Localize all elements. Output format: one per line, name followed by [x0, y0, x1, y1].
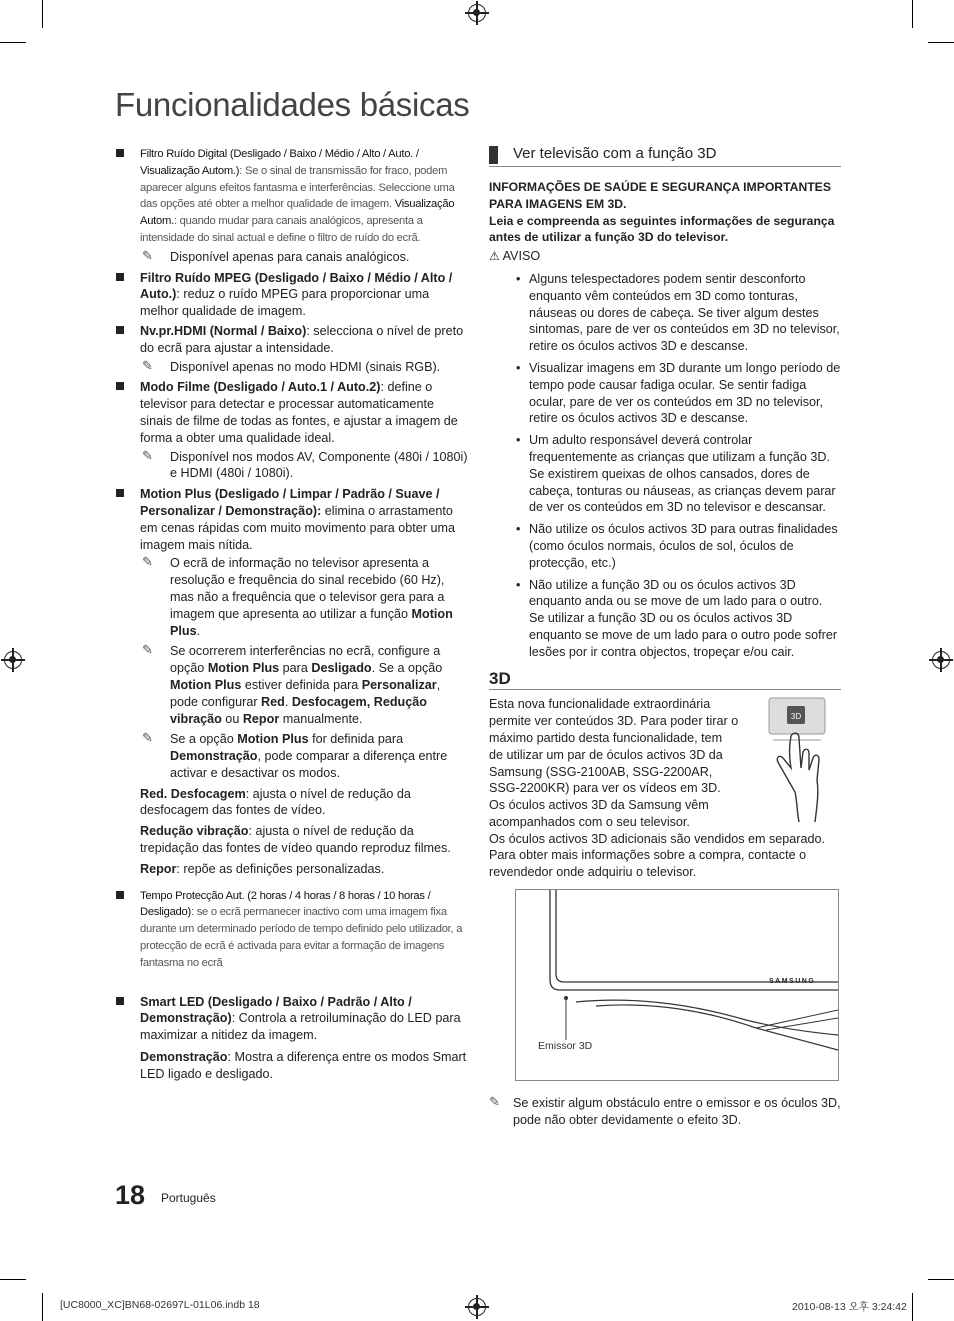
sub-option	[116, 786, 468, 820]
list-item-smart-led	[116, 994, 468, 1044]
note-bold: Motion Plus	[170, 606, 453, 638]
intro-block	[489, 696, 841, 830]
sub-option	[116, 823, 468, 857]
page-number: 18	[115, 1180, 146, 1210]
crop-mark	[928, 1279, 954, 1280]
bullet-icon: •	[516, 271, 521, 286]
sub-option-label: Red. Desfocagem	[140, 786, 246, 801]
list-item	[489, 577, 841, 661]
list-item-filtro-ruido-digital	[116, 146, 468, 247]
note-text: O ecrã de informação no televisor apresenta a resolução e frequência do sinal recebido (60 Hz), mas não a frequência que o televisor gera para a imagem que apresenta ao utilizar a função	[170, 556, 445, 621]
bullet-text: Visualizar imagens em 3D durante um longo período de tempo pode causar fadiga ocular. Se sentir fadiga ocular, pare de ver os conteúdos em 3D no televisor, retire os óculos activos 3D e descanse.	[529, 360, 841, 426]
square-bullet-icon	[116, 273, 124, 281]
option-desc: : define o televisor para detectar e processar automaticamente sinais de filme de todas as fontes, e ajustar a imagem de forma a obter uma qualidade ideal.	[140, 380, 458, 445]
page-language: Português	[161, 1191, 216, 1205]
sub-option-label: Demonstração	[140, 1050, 228, 1065]
sub-option-desc: : ajusta o nível de redução da trepidação das fontes de vídeo quando reproduz filmes.	[140, 824, 451, 856]
bullet-text: Não utilize a função 3D ou os óculos activos 3D enquanto anda ou se move de um lado para o outro. Se utilizar a função 3D ou os óculos activos 3D enquanto se move de um lado para o outro pode sofrer lesões por ir contra objectos, tropeçar e/ou cair.	[529, 577, 838, 659]
registration-mark-icon	[932, 651, 950, 669]
option-label: Nv.pr.HDMI (Normal / Baixo)	[140, 323, 307, 338]
list-item	[489, 432, 841, 516]
heading-3d: 3D	[489, 671, 841, 691]
note-text: manualmente.	[279, 711, 363, 726]
note-text: Se ocorrerem interferências no ecrã, configure a opção	[170, 644, 441, 676]
list-item-filtro-ruido-mpeg	[116, 270, 468, 320]
list-item-tempo-proteccao	[116, 888, 468, 972]
list-item	[489, 271, 841, 355]
page-title: Funcionalidades básicas	[115, 86, 470, 123]
aviso	[489, 248, 841, 265]
sub-option	[116, 1049, 468, 1083]
note-bold: Desligado	[311, 661, 372, 676]
section-title	[489, 144, 841, 167]
note-text: Disponível nos modos AV, Componente (480i / 1080i) e HDMI (480i / 1080i).	[170, 449, 468, 481]
right-column	[489, 144, 841, 1129]
crop-mark	[928, 42, 954, 43]
left-column	[116, 146, 468, 1087]
sub-option-desc: : Mostra a diferença entre os modos Smart LED ligado e desligado.	[140, 1050, 467, 1081]
pencil-note-icon: ✎	[142, 357, 153, 373]
svg-text:3D: 3D	[790, 712, 802, 722]
warning-triangle-icon: ⚠	[489, 249, 500, 264]
registration-mark-icon	[4, 651, 22, 669]
list-item-modo-filme	[116, 379, 468, 446]
note-bold: Repor	[242, 711, 280, 726]
note-text: ou	[221, 711, 243, 726]
note-text: .	[284, 694, 292, 709]
health-heading: INFORMAÇÕES DE SAÚDE E SEGURANÇA IMPORTANTES PARA IMAGENS EM 3D.	[489, 180, 831, 211]
read-line: Leia e compreenda as seguintes informações de segurança antes de utilizar a função 3D do televisor.	[489, 213, 835, 245]
square-bullet-icon	[116, 382, 124, 390]
crop-mark	[0, 1279, 26, 1280]
square-bullet-icon	[116, 149, 124, 157]
pencil-note-icon: ✎	[142, 642, 153, 658]
note-text: Disponível apenas no modo HDMI (sinais RGB).	[170, 359, 441, 374]
note	[140, 731, 468, 781]
note-text: for definida para	[308, 732, 404, 747]
bullet-icon: •	[516, 360, 521, 375]
pencil-note-icon: ✎	[489, 1094, 500, 1110]
note	[140, 249, 468, 266]
crop-mark	[0, 42, 26, 43]
brand-logo: SAMSUNG	[769, 978, 816, 986]
note-bold: Red	[261, 694, 285, 709]
crop-mark	[912, 0, 913, 28]
emitter-label: Emissor 3D	[538, 1040, 593, 1053]
registration-mark-icon	[468, 1298, 486, 1316]
sub-option-desc: : ajusta o nível de redução da desfocagem das fontes de vídeo.	[140, 786, 411, 818]
print-slug-left: [UC8000_XC]BN68-02697L-01L06.indb 18	[60, 1299, 260, 1311]
sub-option-desc: : repõe as definições personalizadas.	[176, 861, 385, 876]
option-desc: : reduz o ruído MPEG para proporcionar uma melhor qualidade de imagem.	[140, 287, 430, 319]
option-desc: : quando mudar para canais analógicos, apresenta a intensidade do sinal actual e define o filtro de ruído do ecrã.	[140, 215, 423, 244]
option-desc: : se o ecrã permanecer inactivo com uma imagem fixa durante um determinado período de tempo definido pelo utilizador, a protecção de ecrã é activada para evitar a formação de imagens fantasma no ecrã	[140, 906, 463, 969]
list-item	[489, 521, 841, 571]
note	[140, 449, 468, 483]
pencil-note-icon: ✎	[142, 554, 153, 570]
tv-illustration	[515, 889, 839, 1081]
note-text: , pode configurar	[170, 677, 441, 709]
crop-mark	[912, 1293, 913, 1321]
bullet-icon: •	[516, 433, 521, 448]
sold-separately: Os óculos activos 3D adicionais são vendidos em separado. Para obter mais informações sobre a compra, contacte o revendedor onde adquiriu o televisor.	[489, 831, 826, 880]
option-label: Motion Plus (Desligado / Limpar / Padrão / Suave / Personalizar / Demonstração):	[140, 487, 440, 518]
sub-option-label: Repor	[140, 861, 177, 876]
note-text: Disponível apenas para canais analógicos.	[170, 249, 410, 264]
option-label: Smart LED (Desligado / Baixo / Padrão / Alto / Demonstração)	[140, 994, 412, 1026]
note	[489, 1095, 841, 1129]
sub-option-label: Redução vibração	[140, 824, 249, 839]
square-bullet-icon	[116, 997, 124, 1005]
option-desc: : selecciona o nível de preto do ecrã para ajustar a intensidade.	[140, 323, 464, 355]
note-bold: Desfocagem, Redução vibração	[170, 694, 427, 726]
note-text: Se existir algum obstáculo entre o emissor e os óculos 3D, pode não obter devidamente o efeito 3D.	[513, 1096, 841, 1127]
list-item-motion-plus	[116, 486, 468, 553]
note-bold: Motion Plus	[170, 677, 242, 692]
note-text: , pode comparar a diferença entre activar e desactivar os modos.	[170, 749, 448, 780]
bullet-text: Alguns telespectadores podem sentir desconforto enquanto vêm conteúdos em 3D como tonturas, náuseas ou dores de cabeça. Se tiver algum destes sintomas, pare de ver os conteúdos em 3D no televisor, retire os óculos activos 3D e descanse.	[529, 271, 840, 354]
list-item-nv-pr-hdmi	[116, 323, 468, 357]
crop-mark	[42, 0, 43, 28]
note	[140, 555, 468, 639]
bullet-icon: •	[516, 577, 521, 592]
note-bold: Demonstração	[170, 749, 258, 764]
note-bold: Motion Plus	[207, 661, 280, 676]
note	[140, 643, 468, 727]
note-text: para	[279, 661, 312, 676]
aviso-label: AVISO	[502, 249, 541, 264]
option-desc: : Se o sinal de transmissão for fraco, podem aparecer alguns efeitos fantasma e interferências. Seleccione uma das opções até obter a melhor qualidade de imagem.	[140, 164, 455, 211]
option-label: Filtro Ruído MPEG (Desligado / Baixo / Médio / Alto / Auto.)	[140, 270, 453, 302]
sub-option	[116, 861, 468, 878]
pencil-note-icon: ✎	[142, 247, 153, 263]
bullet-text: Não utilize os óculos activos 3D para outras finalidades (como óculos normais, óculos de sol, óculos de protecção, etc.)	[529, 522, 838, 570]
section-title-text: Ver televisão com a função 3D	[513, 145, 717, 162]
crop-mark	[42, 1293, 43, 1321]
square-bullet-icon	[116, 326, 124, 334]
print-slug-right: 2010-08-13 오후 3:24:42	[792, 1301, 907, 1313]
section-bar-icon	[489, 146, 498, 164]
note-text: estiver definida para	[241, 677, 362, 692]
note-bold: Personalizar	[361, 677, 437, 692]
option-label: Filtro Ruído Digital (Desligado / Baixo / Médio / Alto / Auto. / Visualização Autom.)	[140, 148, 419, 177]
note-text: .	[196, 623, 201, 638]
3d-button-hand-icon	[761, 696, 831, 826]
pencil-note-icon: ✎	[142, 447, 153, 463]
note-text: Se a opção	[170, 732, 238, 747]
square-bullet-icon	[116, 489, 124, 497]
registration-mark-icon	[468, 4, 486, 22]
note-bold: Motion Plus	[237, 732, 309, 747]
bullet-icon: •	[516, 522, 521, 537]
option-label: Visualização Autom.	[140, 198, 455, 228]
bullet-text: Um adulto responsável deverá controlar frequentemente as crianças que utilizam a função 3D. Se existirem queixas de olhos cansados, dores de cabeça, tonturas ou náuseas, as crianças devem parar de ver os conteúdos em 3D no televisor e descansar.	[529, 433, 836, 515]
pencil-note-icon: ✎	[142, 730, 153, 746]
option-label: Tempo Protecção Aut. (2 horas / 4 horas / 8 horas / 10 horas / Desligado)	[140, 889, 431, 919]
square-bullet-icon	[116, 891, 124, 899]
option-label: Modo Filme (Desligado / Auto.1 / Auto.2)	[140, 380, 381, 395]
option-desc: : Controla a retroiluminação do LED para maximizar a nitidez da imagem.	[140, 1011, 461, 1043]
option-desc: elimina o arrastamento em cenas rápidas com muito movimento para obter uma imagem mais nítida.	[140, 503, 455, 552]
note-text: . Se a opção	[371, 661, 443, 676]
intro-text: Esta nova funcionalidade extraordinária permite ver conteúdos 3D. Para poder tirar o máximo partido desta funcionalidade, tem de utilizar um par de óculos activos 3D da Samsung (SSG-2100AB, SSG-2200AR, SSG-2200KR) para ver os vídeos em 3D. Os óculos activos 3D da Samsung vêm acompanhados com o seu televisor.	[489, 697, 739, 829]
note	[140, 359, 468, 376]
list-item	[489, 360, 841, 427]
